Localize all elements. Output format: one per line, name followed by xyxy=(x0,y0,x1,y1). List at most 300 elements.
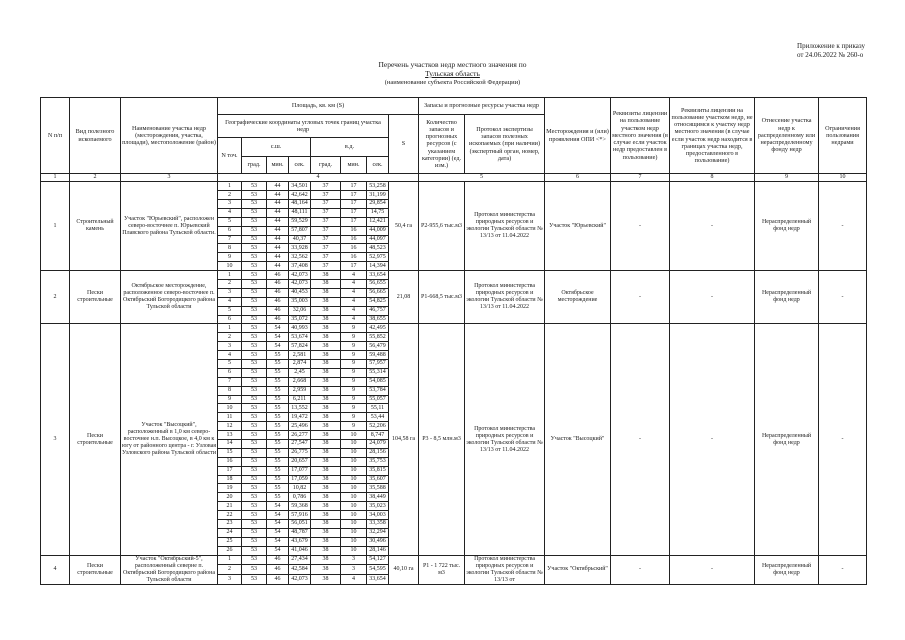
point-number: 26 xyxy=(218,546,242,555)
lon-min: 10 xyxy=(341,440,367,449)
lat-min: 44 xyxy=(267,208,289,217)
lat-sec: 35,072 xyxy=(289,315,311,324)
lon-sec: 28,146 xyxy=(367,546,389,555)
lat-deg: 53 xyxy=(242,333,267,342)
lat-sec: 6,211 xyxy=(289,395,311,404)
lon-min: 9 xyxy=(341,351,367,360)
lat-sec: 32,562 xyxy=(289,253,311,262)
lat-deg: 53 xyxy=(242,546,267,555)
lon-min: 16 xyxy=(341,226,367,235)
lon-sec: 56,665 xyxy=(367,288,389,297)
entry-fund: Нераспределенный фонд недр xyxy=(755,271,819,324)
lon-deg: 38 xyxy=(311,333,341,342)
lon-min: 10 xyxy=(341,457,367,466)
lat-deg: 53 xyxy=(242,466,267,475)
lon-sec: 38,449 xyxy=(367,493,389,502)
lat-sec: 42,073 xyxy=(289,271,311,280)
point-number: 10 xyxy=(218,404,242,413)
point-number: 21 xyxy=(218,502,242,511)
entry-license-other: - xyxy=(670,182,755,271)
lat-sec: 17,059 xyxy=(289,475,311,484)
lat-sec: 26,277 xyxy=(289,431,311,440)
header-s: S xyxy=(389,115,419,174)
lat-min: 44 xyxy=(267,262,289,271)
header-license: Реквизиты лицензии на пользование участком недр местного значения (в случае если участок недр предоставлен в пользование) xyxy=(611,98,670,174)
lon-min: 9 xyxy=(341,422,367,431)
lon-sec: 53,258 xyxy=(367,182,389,191)
lat-deg: 53 xyxy=(242,431,267,440)
lon-sec: 38,655 xyxy=(367,315,389,324)
lat-deg: 53 xyxy=(242,574,267,584)
entry-restrictions: - xyxy=(819,182,867,271)
lon-sec: 28,156 xyxy=(367,448,389,457)
point-number: 6 xyxy=(218,226,242,235)
lon-min: 10 xyxy=(341,520,367,529)
lon-deg: 37 xyxy=(311,182,341,191)
lon-min: 4 xyxy=(341,271,367,280)
col-number: 6 xyxy=(545,174,611,182)
lat-sec: 10,82 xyxy=(289,484,311,493)
lon-sec: 44,009 xyxy=(367,226,389,235)
lon-sec: 46,757 xyxy=(367,306,389,315)
lat-min: 46 xyxy=(267,555,289,565)
point-number: 2 xyxy=(218,333,242,342)
entry-name: Октябрьское месторождение, расположенное северо-восточнее п. Октябрьский Богородицкого района Тульской области xyxy=(121,271,218,324)
entry-name: Участок "Октябрьский-5", расположенный северне п. Октябрьский Богородицкого района Тульской области xyxy=(121,555,218,584)
lon-sec: 56,655 xyxy=(367,280,389,289)
lon-min: 17 xyxy=(341,191,367,200)
lat-sec: 32,06 xyxy=(289,306,311,315)
lat-min: 54 xyxy=(267,546,289,555)
lat-deg: 53 xyxy=(242,377,267,386)
table-row xyxy=(41,182,867,191)
lat-deg: 53 xyxy=(242,493,267,502)
entry-deposit: Участок "Юрьевский" xyxy=(545,182,611,271)
entry-fund: Нераспределенный фонд недр xyxy=(755,555,819,584)
lon-deg: 38 xyxy=(311,413,341,422)
lon-sec: 24,079 xyxy=(367,440,389,449)
lat-sec: 59,529 xyxy=(289,217,311,226)
lat-deg: 53 xyxy=(242,351,267,360)
col-number: 9 xyxy=(755,174,819,182)
lat-deg: 53 xyxy=(242,565,267,575)
lon-deg: 38 xyxy=(311,502,341,511)
lon-min: 17 xyxy=(341,208,367,217)
lon-min: 10 xyxy=(341,448,367,457)
lon-min: 10 xyxy=(341,511,367,520)
lat-deg: 53 xyxy=(242,191,267,200)
lon-min: 9 xyxy=(341,413,367,422)
col-number: 3 xyxy=(121,174,218,182)
lon-min: 3 xyxy=(341,555,367,565)
lat-min: 46 xyxy=(267,288,289,297)
lon-sec: 54,085 xyxy=(367,377,389,386)
entry-license: - xyxy=(611,324,670,555)
lat-sec: 57,807 xyxy=(289,226,311,235)
lon-sec: 59,488 xyxy=(367,351,389,360)
lon-sec: 48,523 xyxy=(367,244,389,253)
lon-deg: 38 xyxy=(311,297,341,306)
lon-deg: 38 xyxy=(311,466,341,475)
lon-deg: 38 xyxy=(311,555,341,565)
point-number: 2 xyxy=(218,191,242,200)
point-number: 12 xyxy=(218,422,242,431)
header-qty: Количество запасов и прогнозных ресурсов (с указанием категории) (ед. изм.) xyxy=(419,115,465,174)
point-number: 25 xyxy=(218,537,242,546)
header-coords: Географические координаты угловых точек границ участка недр xyxy=(218,115,389,138)
header-no: N п/п xyxy=(41,98,70,174)
entry-number: 3 xyxy=(41,324,70,555)
lon-sec: 29,854 xyxy=(367,199,389,208)
lon-min: 4 xyxy=(341,280,367,289)
entry-protocol: Протокол министерства природных ресурсов и экологии Тульской области № 13/13 от 11.04.2022 xyxy=(465,324,545,555)
lat-min: 54 xyxy=(267,342,289,351)
lat-min: 55 xyxy=(267,431,289,440)
annex-line-1: Приложение к приказу xyxy=(797,42,865,50)
point-number: 10 xyxy=(218,262,242,271)
entry-mineral: Пески строительные xyxy=(70,324,121,555)
lat-sec: 41,046 xyxy=(289,546,311,555)
lat-deg: 53 xyxy=(242,315,267,324)
lat-deg: 53 xyxy=(242,395,267,404)
lat-deg: 53 xyxy=(242,386,267,395)
title-region: Тульская область xyxy=(425,69,480,78)
lon-min: 17 xyxy=(341,182,367,191)
lon-deg: 38 xyxy=(311,360,341,369)
point-number: 19 xyxy=(218,484,242,493)
point-number: 4 xyxy=(218,208,242,217)
lon-sec: 35,588 xyxy=(367,484,389,493)
lat-sec: 57,916 xyxy=(289,511,311,520)
lon-min: 10 xyxy=(341,528,367,537)
lon-min: 4 xyxy=(341,315,367,324)
lon-sec: 54,127 xyxy=(367,555,389,565)
lon-sec: 12,421 xyxy=(367,217,389,226)
lat-min: 55 xyxy=(267,386,289,395)
lat-min: 55 xyxy=(267,484,289,493)
lat-sec: 42,642 xyxy=(289,191,311,200)
lat-min: 55 xyxy=(267,422,289,431)
entry-area: 21,08 xyxy=(389,271,419,324)
lon-deg: 37 xyxy=(311,208,341,217)
document-title xyxy=(0,60,905,87)
lat-sec: 2,45 xyxy=(289,368,311,377)
lon-min: 10 xyxy=(341,537,367,546)
lon-min: 10 xyxy=(341,493,367,502)
point-number: 4 xyxy=(218,351,242,360)
annex-reference xyxy=(797,42,865,60)
lon-sec: 56,479 xyxy=(367,342,389,351)
lat-sec: 35,003 xyxy=(289,297,311,306)
point-number: 3 xyxy=(218,288,242,297)
lat-min: 46 xyxy=(267,565,289,575)
lon-min: 9 xyxy=(341,324,367,333)
lat-sec: 59,368 xyxy=(289,502,311,511)
lon-min: 3 xyxy=(341,565,367,575)
header-mineral: Вид полезного ископаемого xyxy=(70,98,121,174)
entry-name: Участок "Юрьевский", расположен северо-восточнее п. Юрьевский Плавского района Тульской области. xyxy=(121,182,218,271)
header-point-no: N точ. xyxy=(218,138,242,174)
lat-min: 44 xyxy=(267,217,289,226)
lon-min: 9 xyxy=(341,342,367,351)
point-number: 9 xyxy=(218,253,242,262)
entry-license: - xyxy=(611,271,670,324)
lon-min: 4 xyxy=(341,574,367,584)
entry-license: - xyxy=(611,555,670,584)
entry-license-other: - xyxy=(670,324,755,555)
lat-sec: 42,073 xyxy=(289,574,311,584)
lon-sec: 14,75 xyxy=(367,208,389,217)
lon-sec: 53,44 xyxy=(367,413,389,422)
lon-sec: 57,957 xyxy=(367,360,389,369)
lon-sec: 34,003 xyxy=(367,511,389,520)
header-name: Наименование участка недр (месторождения, участка, площади), местоположение (район) xyxy=(121,98,218,174)
entry-mineral: Строительный камень xyxy=(70,182,121,271)
point-number: 5 xyxy=(218,360,242,369)
point-number: 6 xyxy=(218,368,242,377)
lon-sec: 35,023 xyxy=(367,502,389,511)
lon-sec: 30,496 xyxy=(367,537,389,546)
lat-min: 54 xyxy=(267,502,289,511)
lon-min: 10 xyxy=(341,475,367,484)
lat-deg: 53 xyxy=(242,475,267,484)
lon-deg: 38 xyxy=(311,271,341,280)
lat-sec: 33,928 xyxy=(289,244,311,253)
point-number: 22 xyxy=(218,511,242,520)
lat-min: 46 xyxy=(267,315,289,324)
lon-deg: 38 xyxy=(311,484,341,493)
lat-deg: 53 xyxy=(242,217,267,226)
point-number: 1 xyxy=(218,182,242,191)
point-number: 8 xyxy=(218,386,242,395)
entry-protocol: Протокол министерства природных ресурсов и экологии Тульской области № 13/13 от xyxy=(466,555,543,583)
lat-sec: 13,552 xyxy=(289,404,311,413)
lon-min: 10 xyxy=(341,466,367,475)
lon-sec: 42,495 xyxy=(367,324,389,333)
lat-deg: 53 xyxy=(242,368,267,377)
point-number: 2 xyxy=(218,565,242,575)
lon-min: 9 xyxy=(341,404,367,413)
table-row xyxy=(41,324,867,333)
entry-fund: Нераспределенный фонд недр xyxy=(755,182,819,271)
lat-sec: 56,051 xyxy=(289,520,311,529)
point-number: 18 xyxy=(218,475,242,484)
lat-deg: 53 xyxy=(242,208,267,217)
lat-min: 46 xyxy=(267,297,289,306)
lon-deg: 38 xyxy=(311,528,341,537)
lat-sec: 26,775 xyxy=(289,448,311,457)
lon-deg: 38 xyxy=(311,386,341,395)
lon-deg: 38 xyxy=(311,565,341,575)
lon-deg: 38 xyxy=(311,574,341,584)
lon-deg: 38 xyxy=(311,377,341,386)
lon-deg: 38 xyxy=(311,546,341,555)
lon-deg: 38 xyxy=(311,511,341,520)
lon-sec: 32,294 xyxy=(367,528,389,537)
lat-min: 46 xyxy=(267,271,289,280)
lat-sec: 48,787 xyxy=(289,528,311,537)
lat-min: 46 xyxy=(267,306,289,315)
lat-sec: 40,37 xyxy=(289,235,311,244)
lat-min: 44 xyxy=(267,244,289,253)
lat-deg: 53 xyxy=(242,484,267,493)
lon-deg: 38 xyxy=(311,431,341,440)
entry-area: 50,4 га xyxy=(389,182,419,271)
lon-sec: 31,199 xyxy=(367,191,389,200)
lat-sec: 25,496 xyxy=(289,422,311,431)
lat-min: 46 xyxy=(267,574,289,584)
point-number: 4 xyxy=(218,297,242,306)
lat-deg: 53 xyxy=(242,422,267,431)
header-lon-min: мин. xyxy=(341,157,367,174)
lat-sec: 2,668 xyxy=(289,377,311,386)
lon-deg: 37 xyxy=(311,217,341,226)
lat-sec: 48,164 xyxy=(289,199,311,208)
lat-min: 44 xyxy=(267,199,289,208)
lon-sec: 52,975 xyxy=(367,253,389,262)
lon-sec: 33,654 xyxy=(367,574,389,584)
lat-deg: 53 xyxy=(242,182,267,191)
lat-sec: 42,073 xyxy=(289,280,311,289)
lon-deg: 38 xyxy=(311,288,341,297)
lon-deg: 38 xyxy=(311,280,341,289)
entry-license-other: - xyxy=(670,555,755,584)
lat-min: 44 xyxy=(267,235,289,244)
lon-min: 4 xyxy=(341,288,367,297)
lon-min: 10 xyxy=(341,484,367,493)
lon-sec: 8,747 xyxy=(367,431,389,440)
lon-deg: 38 xyxy=(311,306,341,315)
lon-min: 9 xyxy=(341,386,367,395)
lat-deg: 53 xyxy=(242,342,267,351)
column-number-row xyxy=(41,174,867,182)
entry-reserves-qty: Р1-668,5 тыс.м3 xyxy=(419,271,465,324)
lat-min: 44 xyxy=(267,182,289,191)
lat-sec: 2,581 xyxy=(289,351,311,360)
lon-deg: 37 xyxy=(311,253,341,262)
subsoil-areas-table xyxy=(40,97,867,585)
point-number: 1 xyxy=(218,271,242,280)
point-number: 1 xyxy=(218,324,242,333)
point-number: 11 xyxy=(218,413,242,422)
lon-min: 9 xyxy=(341,395,367,404)
lon-min: 9 xyxy=(341,360,367,369)
lon-sec: 35,607 xyxy=(367,475,389,484)
entry-fund: Нераспределенный фонд недр xyxy=(755,324,819,555)
lat-deg: 53 xyxy=(242,288,267,297)
lat-sec: 2,874 xyxy=(289,360,311,369)
lat-min: 55 xyxy=(267,413,289,422)
entry-area: 40,10 га xyxy=(389,555,419,584)
lat-min: 55 xyxy=(267,440,289,449)
lat-deg: 53 xyxy=(242,199,267,208)
lat-sec: 40,993 xyxy=(289,324,311,333)
col-number: 2 xyxy=(70,174,121,182)
lon-deg: 38 xyxy=(311,342,341,351)
header-lat-deg: град. xyxy=(242,157,267,174)
lat-min: 55 xyxy=(267,466,289,475)
lon-min: 16 xyxy=(341,235,367,244)
lat-deg: 53 xyxy=(242,253,267,262)
col-number: 8 xyxy=(670,174,755,182)
lon-sec: 52,206 xyxy=(367,422,389,431)
lat-deg: 53 xyxy=(242,448,267,457)
lon-min: 4 xyxy=(341,297,367,306)
lat-deg: 53 xyxy=(242,235,267,244)
lat-sec: 57,824 xyxy=(289,342,311,351)
point-number: 17 xyxy=(218,466,242,475)
lon-deg: 37 xyxy=(311,262,341,271)
lon-deg: 38 xyxy=(311,475,341,484)
lon-deg: 37 xyxy=(311,226,341,235)
lon-min: 10 xyxy=(341,502,367,511)
entry-protocol: Протокол министерства природных ресурсов и экологии Тульской области № 13/13 от 11.04.2022 xyxy=(465,271,545,324)
lon-sec: 53,784 xyxy=(367,386,389,395)
lat-deg: 53 xyxy=(242,297,267,306)
col-number: 7 xyxy=(611,174,670,182)
lat-min: 55 xyxy=(267,493,289,502)
lat-min: 44 xyxy=(267,226,289,235)
lon-sec: 35,753 xyxy=(367,457,389,466)
header-deposit: Месторождения и (или) проявления ОПИ <*> xyxy=(545,98,611,174)
title-note: (наименование субъекта Российской Федерации) xyxy=(384,79,521,86)
lat-deg: 53 xyxy=(242,271,267,280)
lon-min: 17 xyxy=(341,262,367,271)
lon-min: 16 xyxy=(341,253,367,262)
lon-deg: 38 xyxy=(311,440,341,449)
header-lon-deg: град. xyxy=(311,157,341,174)
lon-deg: 37 xyxy=(311,235,341,244)
entry-restrictions: - xyxy=(819,324,867,555)
point-number: 2 xyxy=(218,280,242,289)
lon-min: 10 xyxy=(341,431,367,440)
point-number: 5 xyxy=(218,306,242,315)
lat-deg: 53 xyxy=(242,226,267,235)
lat-min: 55 xyxy=(267,377,289,386)
entry-restrictions: - xyxy=(819,271,867,324)
annex-line-2: от 24.06.2022 № 260-о xyxy=(797,51,864,59)
entry-reserves-qty: Р1 - 1 722 тыс. м3 xyxy=(419,555,465,584)
header-lon-sec: сек. xyxy=(367,157,389,174)
point-number: 15 xyxy=(218,448,242,457)
lat-min: 44 xyxy=(267,191,289,200)
point-number: 3 xyxy=(218,574,242,584)
lat-deg: 53 xyxy=(242,502,267,511)
header-fund: Отнесение участка недр к распределенному или нераспределенному фонду недр xyxy=(755,98,819,174)
lat-sec: 40,453 xyxy=(289,288,311,297)
col-number: 4 xyxy=(218,174,419,182)
entry-deposit: Участок "Высоцкий" xyxy=(545,324,611,555)
lon-sec: 55,11 xyxy=(367,404,389,413)
header-lat: с.ш. xyxy=(242,138,311,157)
lat-deg: 53 xyxy=(242,360,267,369)
col-number: 10 xyxy=(819,174,867,182)
entry-reserves-qty: Р2-955,6 тыс.м3 xyxy=(419,182,465,271)
lon-min: 4 xyxy=(341,306,367,315)
lon-sec: 55,314 xyxy=(367,368,389,377)
lat-min: 55 xyxy=(267,475,289,484)
entry-mineral: Пески строительные xyxy=(70,271,121,324)
entry-mineral: Пески строительные xyxy=(70,555,121,584)
point-number: 23 xyxy=(218,520,242,529)
lon-sec: 54,825 xyxy=(367,297,389,306)
lat-min: 55 xyxy=(267,395,289,404)
lon-deg: 38 xyxy=(311,448,341,457)
lat-deg: 53 xyxy=(242,306,267,315)
point-number: 1 xyxy=(218,555,242,565)
entry-deposit: Участок "Октябрьский" xyxy=(545,555,611,584)
lat-deg: 53 xyxy=(242,457,267,466)
